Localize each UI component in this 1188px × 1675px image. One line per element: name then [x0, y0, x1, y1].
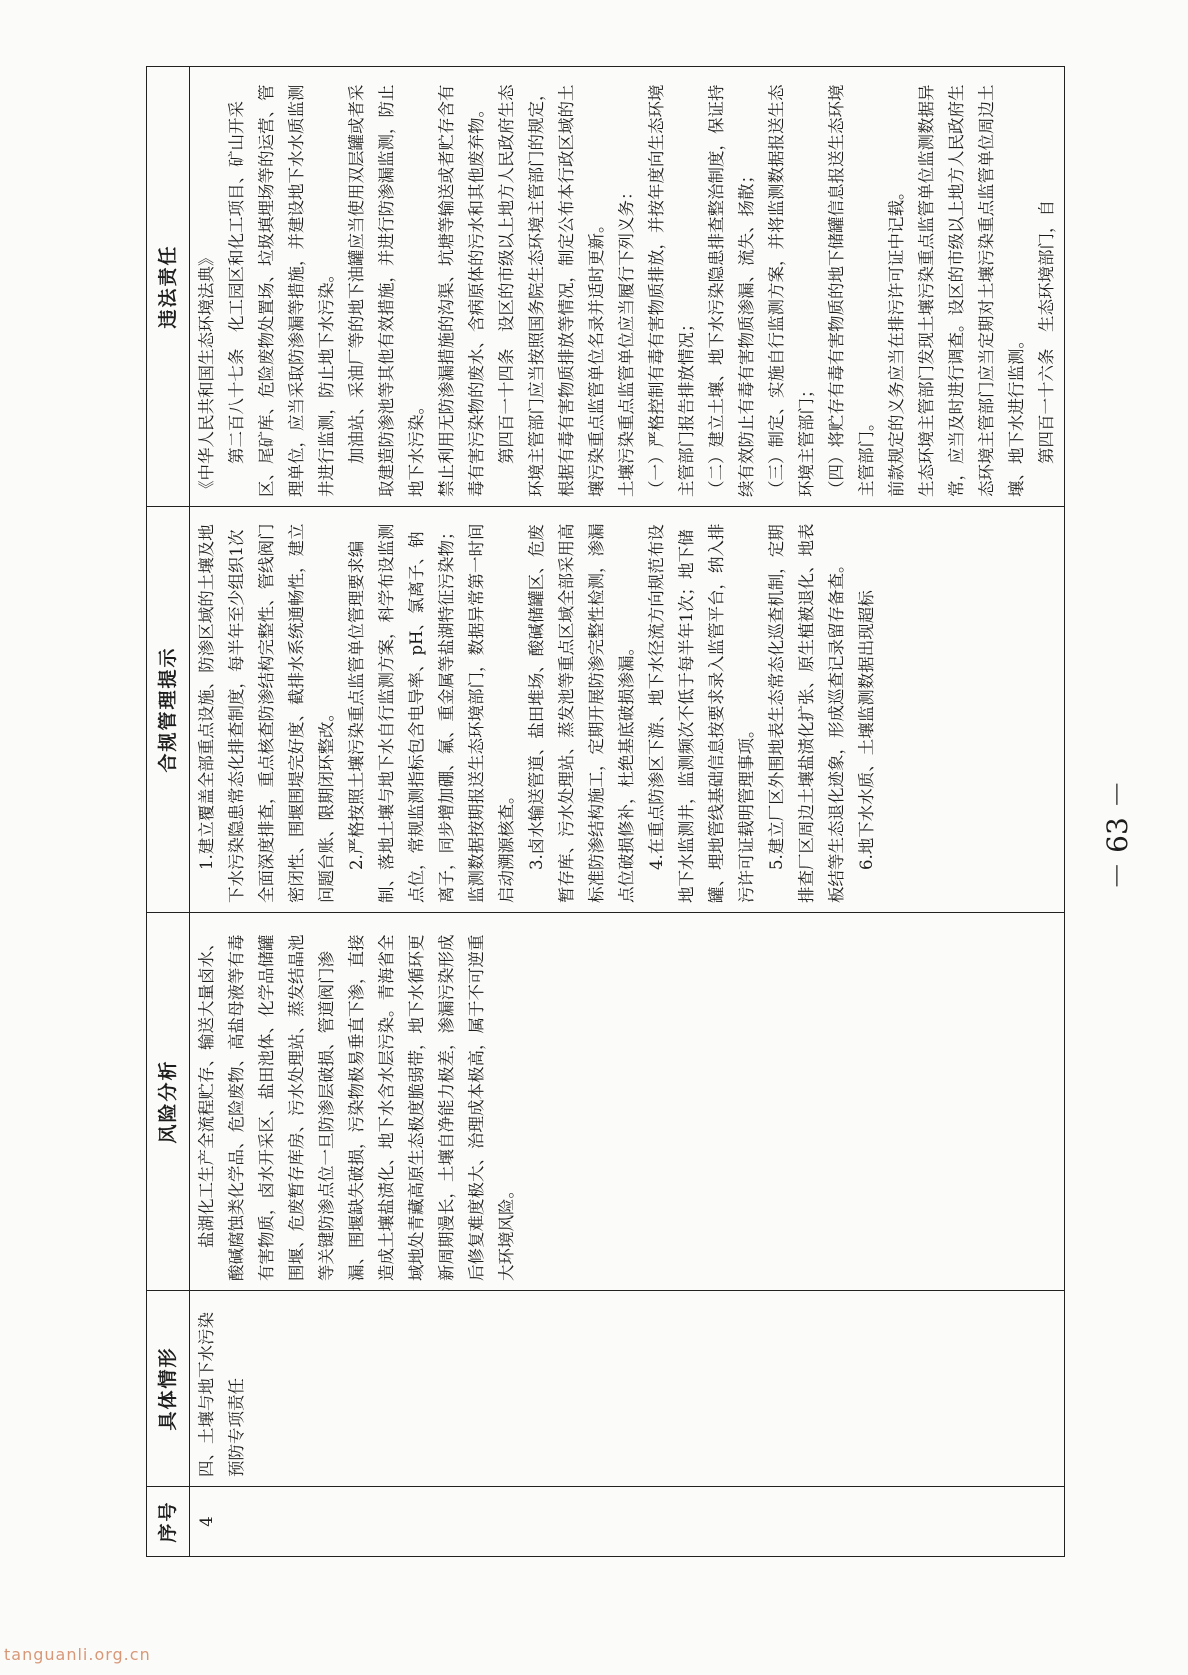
risk-text: 盐湖化工生产全流程贮存、输送大量卤水、酸碱腐蚀类化学品、危险废物、高盐母液等有毒有害物质，卤水开采区、盐田池体、化学品储罐围堰、危废暂存库房、污水处理站、蒸发结晶池等关键防渗点位一旦防渗层破损、管道阀门渗漏、围堰缺失破损，污染物极易垂直下渗，直接造成土壤盐渍化、地下水含水层污染。青海省全域地处青藏高原生态极度脆弱带，地下水循环更新周期漫长，土壤自净能力极差，渗漏污染形成后修复难度极大、治理成本极高，属于不可逆重大环境风险。 [197, 934, 516, 1281]
law-paragraph: 前款规定的义务应当在排污许可证中记载。 [887, 183, 906, 497]
cell-compliance [190, 507, 1065, 913]
header-case: 具体情形 [147, 1291, 190, 1487]
compliance-item: 3.卤水输送管道、盐田堆场、酸碱储罐区、危废暂存库、污水处理站、蒸发池等重点区域全部采用高标准防渗结构施工，定期开展防渗完整性检测，渗漏点位破损修补，杜绝基底破损渗漏。 [527, 523, 636, 903]
law-paragraph: （三）制定、实施自行监测方案，并将监测数据报送生态环境主管部门； [767, 84, 816, 497]
law-paragraph: （一）严格控制有毒有害物质排放，并按年度向生态环境主管部门报告排放情况； [647, 84, 696, 497]
cell-liability [190, 67, 1065, 507]
header-seq: 序号 [147, 1487, 190, 1557]
compliance-item: 1.建立覆盖全部重点设施、防渗区域的土壤及地下水污染隐患常态化排查制度，每半年至少组织1次全面深度排查，重点核查防渗结构完整性、管线阀门密闭性、围堰围堤完好度、截排水系统通畅性，建立问题台账、限期闭环整改。 [197, 523, 336, 903]
responsibility-table [146, 66, 1065, 1557]
header-liability: 违法责任 [147, 67, 190, 507]
cell-case: 四、土壤与地下水污染预防专项责任 [190, 1291, 1065, 1487]
header-risk: 风险分析 [147, 913, 190, 1291]
law-paragraph: 加油站、采油厂等的地下油罐应当使用双层罐或者采取建造防渗池等其他有效措施，并进行防渗漏监测，防止地下水污染。 [347, 84, 426, 497]
law-paragraph: 第四百一十四条 设区的市级以上地方人民政府生态环境主管部门应当按照国务院生态环境主管部门的规定，根据有毒有害物质排放等情况，制定公布本行政区域的土壤污染重点监管单位名录并适时更新。 [497, 84, 606, 497]
compliance-item: 2.严格按照土壤污染重点监管单位管理要求编制、落地土壤与地下水自行监测方案，科学布设监测点位，常规监测指标包含电导率、pH、氯离子、钠离子，同步增加硼、氟、重金属等盐湖特征污染物；监测数据按期报送生态环境部门，数据异常第一时间启动溯源核查。 [347, 523, 516, 903]
cell-seq: 4 [190, 1487, 1065, 1557]
compliance-item: 6.地下水水质、土壤监测数据出现超标 [857, 590, 876, 870]
law-paragraph: 生态环境主管部门发现土壤污染重点监管单位监测数据异常，应当及时进行调查。设区的市级以上地方人民政府生态环境主管部门应当定期对土壤污染重点监管单位周边土壤、地下水进行监测。 [917, 84, 1026, 497]
law-paragraph: （四）将贮存有毒有害物质的地下储罐信息报送生态环境主管部门。 [827, 84, 876, 497]
cell-risk [190, 913, 1065, 1291]
header-compliance: 合规管理提示 [147, 507, 190, 913]
law-paragraph: 土壤污染重点监管单位应当履行下列义务： [617, 183, 636, 497]
page-number: － 63 － [1101, 780, 1134, 890]
law-paragraph: （二）建立土壤、地下水污染隐患排查整治制度，保证持续有效防止有毒有害物质渗漏、流失、扬散； [707, 84, 756, 497]
table-row [190, 67, 1065, 1557]
compliance-item: 4.在重点防渗区下游、地下水径流方向规范布设地下水监测井，监测频次不低于每半年1次；地下储罐、埋地管线基础信息按要求录入监管平台，纳入排污许可证载明管理事项。 [647, 523, 756, 903]
law-paragraph: 禁止利用无防渗漏措施的沟渠、坑塘等输送或者贮存含有毒有害污染物的废水、含病原体的污水和其他废弃物。 [437, 84, 486, 497]
table-header-row [147, 67, 190, 1557]
law-paragraph: 第二百八十七条 化工园区和化工项目、矿山开采区、尾矿库、危险废物处置场、垃圾填埋场等的运营、管理单位，应当采取防渗漏等措施，并建设地下水水质监测井进行监测，防止地下水污染。 [227, 84, 336, 497]
watermark: tanguanli.org.cn [4, 1645, 151, 1664]
law-title: 《中华人民共和国生态环境法典》 [197, 249, 216, 497]
law-paragraph: 第四百一十六条 生态环境部门，自 [1037, 200, 1056, 464]
compliance-item: 5.建立厂区外围地表生态常态化巡查机制，定期排查厂区周边土壤盐渍化扩张、原生植被退化、地表板结等生态退化迹象，形成巡查记录留存备查。 [767, 523, 846, 903]
